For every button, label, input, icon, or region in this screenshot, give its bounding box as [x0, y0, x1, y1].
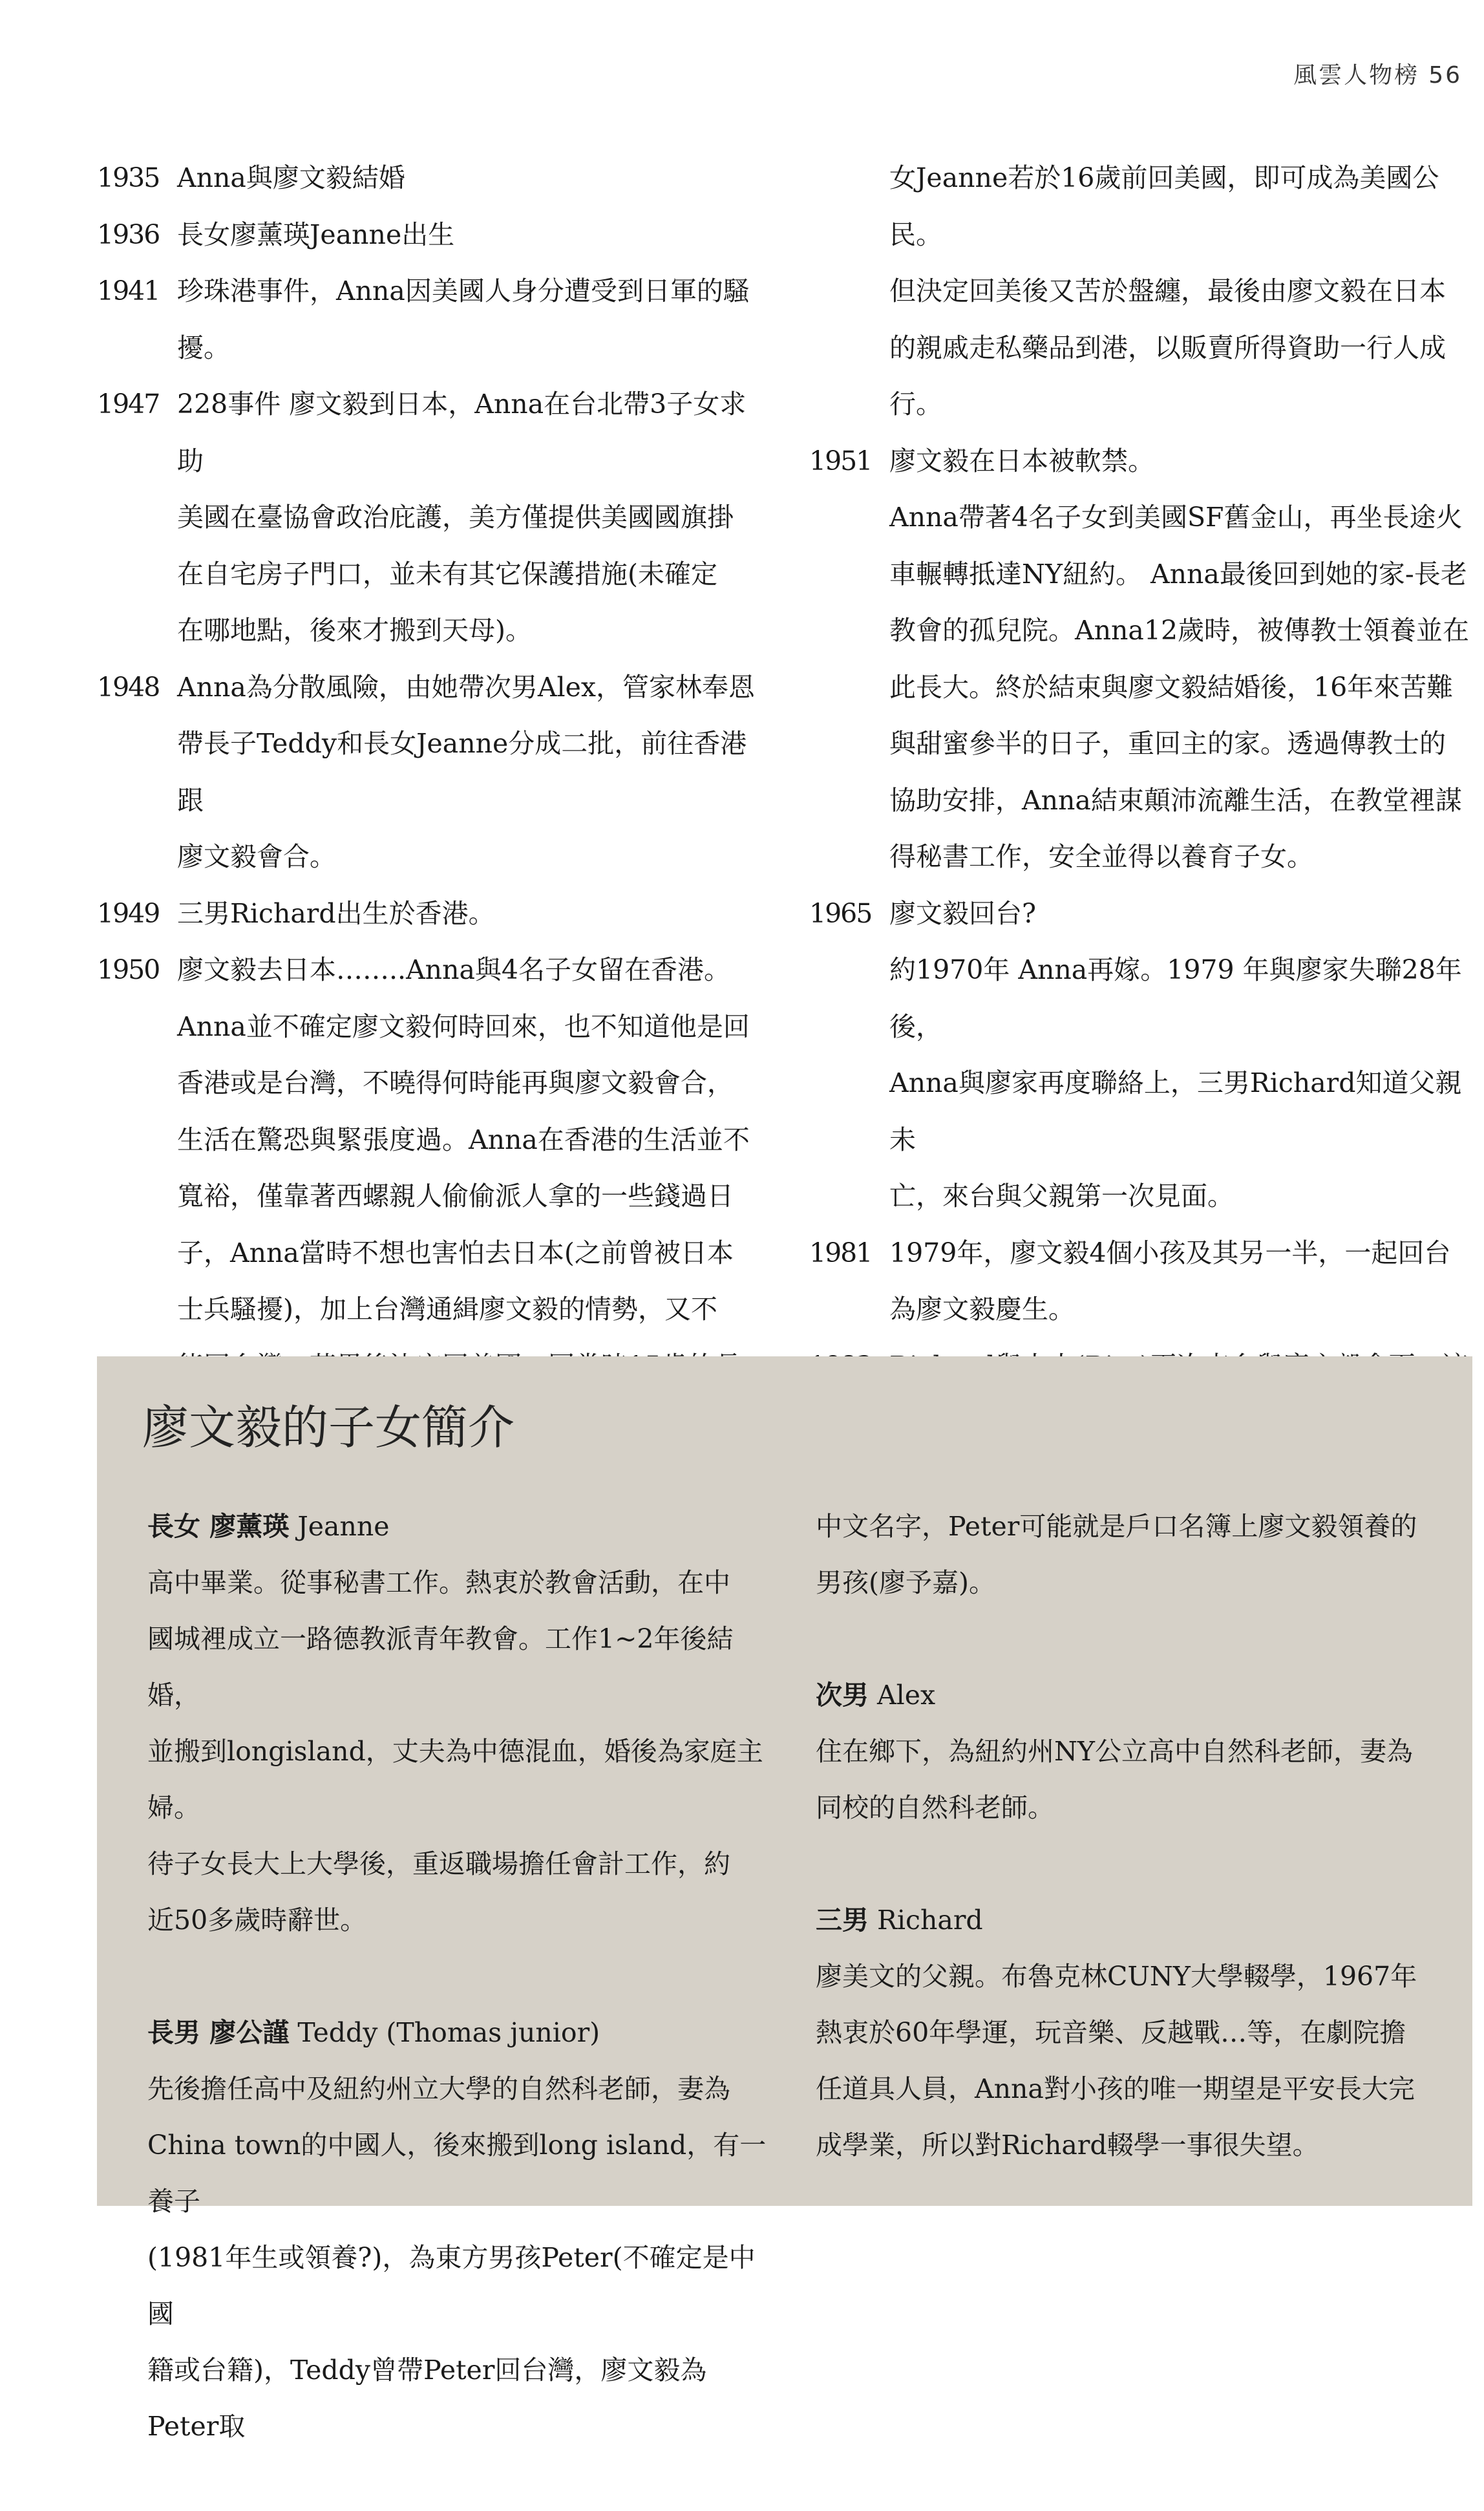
timeline-text-continued: 子，Anna當時不想也害怕去日本(之前曾被日本 [177, 1237, 734, 1268]
child-description-line: 高中畢業。從事秘書工作。熱衷於教會活動，在中 [147, 1567, 730, 1598]
panel-right-column [816, 1499, 1436, 2230]
timeline-entry [97, 886, 769, 943]
child-name-en: Richard [869, 1905, 983, 1936]
child-description-line: 中文名字，Peter可能就是戶口名簿上廖文毅領養的 [816, 1511, 1417, 1542]
timeline-entry [97, 150, 769, 207]
child-description-line: 先後擔任高中及紐約州立大學的自然科老師，妻為 [147, 2073, 730, 2104]
child-description-line: China town的中國人，後來搬到long island，有一養子 [147, 2130, 767, 2217]
timeline-text-continued: 寬裕，僅靠著西螺親人偷偷派人拿的一些錢過日 [177, 1181, 734, 1212]
timeline-entry [97, 376, 769, 489]
child-name [816, 1892, 1436, 1949]
children-intro-panel [97, 1356, 1472, 2442]
timeline-text-continued: 約1970年 Anna再嫁。1979 年與廖家失聯28年後， [889, 954, 1462, 1042]
timeline-year: 1951 [809, 445, 872, 476]
timeline-text-continued: 車輾轉抵達NY紐約。 Anna最後回到她的家-長老 [889, 558, 1467, 590]
timeline-year: 1965 [809, 897, 872, 929]
timeline-text: 長女廖薰瑛Jeanne出生 [177, 219, 455, 250]
timeline-entry [97, 659, 769, 716]
timeline-text: 廖文毅在日本被軟禁。 [889, 445, 1154, 476]
header-title: 風雲人物榜 [1293, 62, 1420, 89]
child-profile [147, 2005, 768, 2455]
panel-title: 廖文毅的子女簡介 [142, 1400, 515, 1455]
timeline-text-continued: 在自宅房子門口，並未有其它保護措施(未確定 [177, 558, 717, 590]
child-description-line: 男孩(廖予嘉)。 [816, 1567, 995, 1598]
timeline-text-continued: 協助安排，Anna結束顛沛流離生活，在教堂裡謀 [889, 784, 1462, 816]
child-name-en: Teddy (Thomas junior) [289, 2017, 600, 2048]
timeline-text-continued: 士兵騷擾)，加上台灣通緝廖文毅的情勢，又不 [177, 1294, 717, 1325]
child-name-zh: 三男 [816, 1905, 869, 1936]
timeline-text-continued: 在哪地點，後來才搬到天母)。 [177, 615, 532, 646]
timeline-entry [97, 207, 769, 264]
child-name-en: Alex [869, 1680, 936, 1711]
timeline-text-continued: 此長大。終於結束與廖文毅結婚後，16年來苦難 [889, 671, 1454, 703]
child-description-line: 住在鄉下，為紐約州NY公立高中自然科老師，妻為 [816, 1736, 1413, 1767]
child-description-line: 成學業，所以對Richard輟學一事很失望。 [816, 2130, 1319, 2161]
timeline-text-continued: 教會的孤兒院。Anna12歲時，被傳教士領養並在 [889, 615, 1470, 646]
timeline-text-continued: 美國在臺協會政治庇護，美方僅提供美國國旗掛 [177, 502, 734, 533]
child-description-line: 並搬到longisland，丈夫為中德混血，婚後為家庭主婦。 [147, 1736, 763, 1823]
timeline-left-column [97, 150, 769, 1394]
timeline-entry [97, 263, 769, 320]
timeline-year: 1941 [97, 275, 160, 306]
child-name-zh: 長男 廖公謹 [147, 2017, 290, 2048]
timeline-text: 1979年，廖文毅4個小孩及其另一半，一起回台 [889, 1237, 1451, 1268]
timeline-text: 三男Richard出生於香港。 [177, 897, 495, 929]
page-header [1293, 57, 1462, 90]
timeline-text-continued: 廖文毅會合。 [177, 841, 336, 872]
child-description-line: 國城裡成立一路德教派青年教會。工作1~2年後結婚， [147, 1623, 734, 1711]
panel-left-column [147, 1499, 768, 2511]
child-profile [816, 1499, 1436, 1611]
child-name [147, 1499, 768, 1555]
timeline-text-continued: 為廖文毅慶生。 [889, 1294, 1075, 1325]
timeline-text: 女Jeanne若於16歲前回美國，即可成為美國公民。 [889, 162, 1439, 250]
timeline-text-continued: 行。 [889, 389, 942, 420]
child-name-en: Jeanne [289, 1511, 390, 1542]
timeline-text-continued: 與甜蜜參半的日子，重回主的家。透過傳教士的 [889, 728, 1446, 759]
timeline-entry [97, 942, 769, 999]
timeline-text-continued: 得秘書工作，安全並得以養育子女。 [889, 841, 1313, 872]
timeline-text: 珍珠港事件，Anna因美國人身分遭受到日軍的騷 [177, 275, 750, 306]
child-name [816, 1667, 1436, 1724]
timeline-text: 廖文毅去日本……..Anna與4名子女留在香港。 [177, 954, 731, 985]
timeline-text: Anna為分散風險，由她帶次男Alex，管家林奉恩 [177, 671, 755, 703]
timeline-year: 1949 [97, 897, 160, 929]
timeline-entry [809, 150, 1472, 263]
timeline-entry [809, 1225, 1472, 1282]
child-description-line: 近50多歲時辭世。 [147, 1905, 367, 1936]
timeline-text-continued: 生活在驚恐與緊張度過。Anna在香港的生活並不 [177, 1124, 750, 1155]
timeline-year: 1950 [97, 954, 160, 985]
child-description-line: 熱衷於60年學運，玩音樂、反越戰…等，在劇院擔 [816, 2017, 1406, 2048]
timeline-text-continued: 亡，來台與父親第一次見面。 [889, 1181, 1234, 1212]
child-description-line: (1981年生或領養?)，為東方男孩Peter(不確定是中國 [147, 2242, 756, 2329]
timeline-text: Anna與廖文毅結婚 [177, 162, 405, 193]
timeline-year: 1936 [97, 219, 160, 250]
timeline-text-continued: 的親戚走私藥品到港，以販賣所得資助一行人成 [889, 332, 1446, 363]
timeline-text-continued: 帶長子Teddy和長女Jeanne分成二批，前往香港跟 [177, 728, 747, 816]
timeline-text-continued: Anna與廖家再度聯絡上，三男Richard知道父親未 [889, 1067, 1462, 1155]
timeline-entry [809, 886, 1472, 943]
child-profile [147, 1499, 768, 1949]
timeline-year [809, 150, 889, 263]
timeline-text-continued: 但決定回美後又苦於盤纏，最後由廖文毅在日本 [889, 275, 1446, 306]
child-description-line: 待子女長大上大學後，重返職場擔任會計工作，約 [147, 1848, 730, 1879]
child-profile [816, 1892, 1436, 2174]
child-description-line: 籍或台籍)，Teddy曾帶Peter回台灣，廖文毅為Peter取 [147, 2355, 707, 2442]
child-name-zh: 長女 廖薰瑛 [147, 1511, 290, 1542]
timeline-right-column [809, 150, 1472, 1508]
child-description-line: 同校的自然科老師。 [816, 1792, 1054, 1823]
timeline-text-continued: 香港或是台灣，不曉得何時能再與廖文毅會合， [177, 1067, 734, 1098]
timeline-text-continued: Anna帶著4名子女到美國SF舊金山，再坐長途火 [889, 502, 1463, 533]
child-name-zh: 次男 [816, 1680, 869, 1711]
child-name [147, 2005, 768, 2061]
timeline-entry [809, 433, 1472, 490]
timeline-text: 廖文毅回台? [889, 897, 1036, 929]
timeline-text-continued: 擾。 [177, 332, 230, 363]
timeline-year: 1935 [97, 162, 160, 193]
child-description-line: 廖美文的父親。布魯克林CUNY大學輟學，1967年 [816, 1961, 1417, 1992]
timeline-year: 1948 [97, 671, 160, 703]
timeline-year: 1981 [809, 1237, 872, 1268]
child-description-line: 任道具人員，Anna對小孩的唯一期望是平安長大完 [816, 2073, 1415, 2104]
timeline-text-continued: Anna並不確定廖文毅何時回來，也不知道他是回 [177, 1010, 750, 1042]
page-number: 56 [1428, 62, 1462, 89]
timeline-year: 1947 [97, 389, 160, 420]
child-profile [816, 1667, 1436, 1836]
timeline-text: 228事件 廖文毅到日本，Anna在台北帶3子女求助 [177, 389, 747, 476]
